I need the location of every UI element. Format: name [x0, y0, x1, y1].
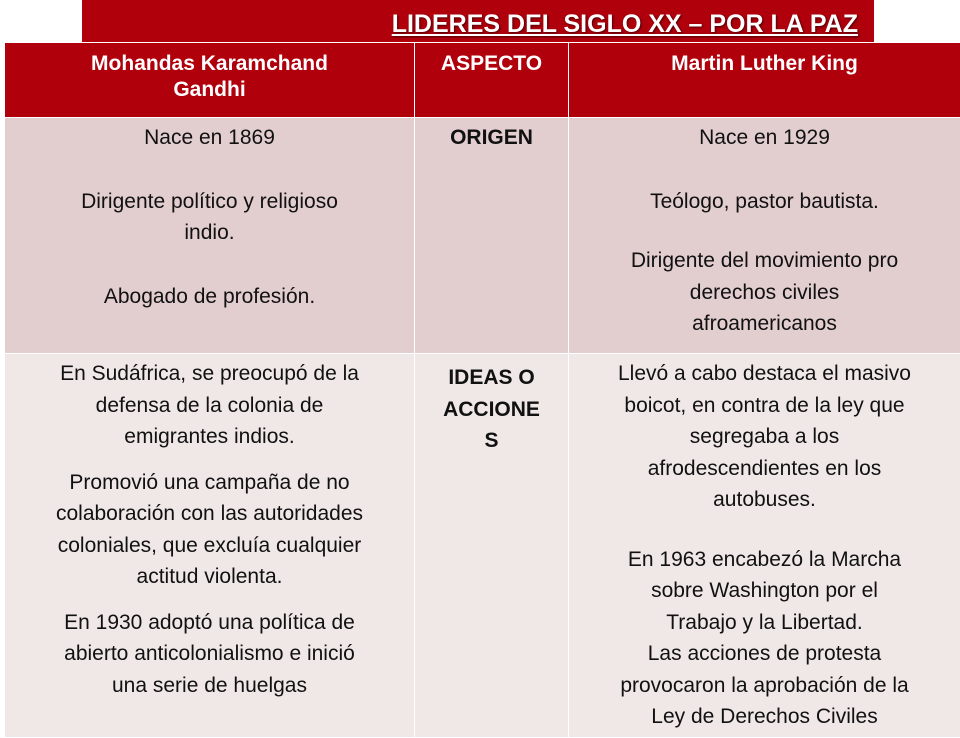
comparison-table	[4, 42, 960, 738]
text-line: una serie de huelgas	[11, 670, 408, 702]
text-line: Nace en 1869	[11, 122, 408, 154]
cell-king-ideas	[569, 354, 960, 738]
text-line: Dirigente del movimiento pro	[575, 245, 954, 277]
text-line: sobre Washington por el	[575, 575, 954, 607]
text-line: provocaron la aprobación de la	[575, 670, 954, 702]
cell-aspect-origen	[415, 118, 569, 354]
cell-aspect-ideas	[415, 354, 569, 738]
text-line: Abogado de profesión.	[11, 281, 408, 313]
header-king: Martin Luther King	[569, 43, 960, 118]
header-gandhi-line: Gandhi	[11, 77, 408, 103]
aspect-label: ORIGEN	[421, 122, 562, 154]
cell-gandhi-ideas	[5, 354, 415, 738]
page-title: LIDERES DEL SIGLO XX – POR LA PAZ	[82, 0, 874, 42]
text-line: colaboración con las autoridades	[11, 498, 408, 530]
text-line: afrodescendientes en los	[575, 453, 954, 485]
text-line: autobuses.	[575, 484, 954, 516]
aspect-label-line: IDEAS O	[421, 362, 562, 394]
text-line: Teólogo, pastor bautista.	[575, 186, 954, 218]
text-line: derechos civiles	[575, 277, 954, 309]
cell-king-origen	[569, 118, 960, 354]
text-line: emigrantes indios.	[11, 421, 408, 453]
text-line: En Sudáfrica, se preocupó de la	[11, 358, 408, 390]
aspect-label-line: S	[421, 425, 562, 457]
text-line: actitud violenta.	[11, 561, 408, 593]
text-line: boicot, en contra de la ley que	[575, 390, 954, 422]
text-line: coloniales, que excluía cualquier	[11, 530, 408, 562]
text-line: En 1963 encabezó la Marcha	[575, 544, 954, 576]
text-line: segregaba a los	[575, 421, 954, 453]
text-line: Dirigente político y religioso	[11, 186, 408, 218]
header-gandhi-line: Mohandas Karamchand	[11, 51, 408, 77]
table-row-ideas	[5, 354, 960, 738]
cell-gandhi-origen	[5, 118, 415, 354]
header-row	[5, 43, 960, 118]
table-row-origen	[5, 118, 960, 354]
text-line: Nace en 1929	[575, 122, 954, 154]
text-line: defensa de la colonia de	[11, 390, 408, 422]
text-line: Promovió una campaña de no	[11, 467, 408, 499]
aspect-label-line: ACCIONE	[421, 394, 562, 426]
text-line: abierto anticolonialismo e inició	[11, 638, 408, 670]
text-line: indio.	[11, 217, 408, 249]
header-aspecto: ASPECTO	[415, 43, 569, 118]
text-line: Trabajo y la Libertad.	[575, 607, 954, 639]
text-line: afroamericanos	[575, 308, 954, 340]
text-line: Llevó a cabo destaca el masivo	[575, 358, 954, 390]
header-gandhi	[5, 43, 415, 118]
text-line: Ley de Derechos Civiles	[575, 701, 954, 733]
text-line: Las acciones de protesta	[575, 638, 954, 670]
text-line: En 1930 adoptó una política de	[11, 607, 408, 639]
